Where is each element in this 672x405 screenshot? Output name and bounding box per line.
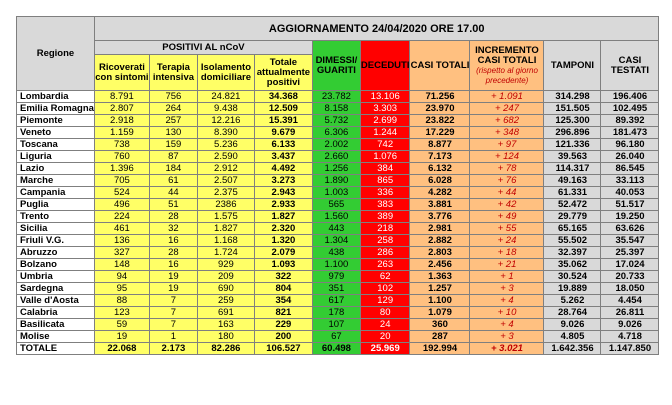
row-regione: Campania (17, 187, 95, 199)
row-incremento: + 4 (470, 295, 544, 307)
row-tamponi: 5.262 (544, 295, 601, 307)
row-isolamento: 2386 (197, 199, 254, 211)
row-dimessi: 107 (312, 319, 360, 331)
row-incremento: + 21 (470, 259, 544, 271)
row-totale: 3.273 (254, 175, 312, 187)
row-totale: 2.079 (254, 247, 312, 259)
row-terapia: 19 (149, 271, 197, 283)
row-regione: Bolzano (17, 259, 95, 271)
row-totale: 1.827 (254, 211, 312, 223)
row-deceduti: 865 (360, 175, 410, 187)
report-table (16, 16, 659, 355)
row-tamponi: 30.524 (544, 271, 601, 283)
row-totale: 354 (254, 295, 312, 307)
row-ricoverati: 95 (94, 283, 149, 295)
row-tamponi: 39.563 (544, 151, 601, 163)
row-terapia: 7 (149, 307, 197, 319)
row-testati: 19.250 (601, 211, 659, 223)
row-totale: 229 (254, 319, 312, 331)
row-dimessi: 1.003 (312, 187, 360, 199)
header-incremento-label: INCREMENTO CASI TOTALI (475, 44, 539, 66)
row-incremento: + 3 (470, 283, 544, 295)
row-terapia: 61 (149, 175, 197, 187)
row-totale: 804 (254, 283, 312, 295)
report-title: AGGIORNAMENTO 24/04/2020 ORE 17.00 (94, 17, 659, 41)
row-testati: 86.545 (601, 163, 659, 175)
row-deceduti: 258 (360, 235, 410, 247)
row-testati: 181.473 (601, 127, 659, 139)
total-ricoverati: 22.068 (94, 343, 149, 355)
table-row (17, 139, 659, 151)
row-dimessi: 6.306 (312, 127, 360, 139)
row-casi: 2.882 (410, 235, 470, 247)
row-ricoverati: 123 (94, 307, 149, 319)
row-deceduti: 62 (360, 271, 410, 283)
row-testati: 51.517 (601, 199, 659, 211)
row-isolamento: 5.236 (197, 139, 254, 151)
row-casi: 23.822 (410, 115, 470, 127)
row-testati: 102.495 (601, 103, 659, 115)
row-terapia: 1 (149, 331, 197, 343)
row-incremento: + 18 (470, 247, 544, 259)
row-ricoverati: 8.791 (94, 91, 149, 103)
total-dimessi: 60.498 (312, 343, 360, 355)
table-row (17, 211, 659, 223)
row-isolamento: 259 (197, 295, 254, 307)
row-dimessi: 2.660 (312, 151, 360, 163)
row-isolamento: 8.390 (197, 127, 254, 139)
row-regione: Sardegna (17, 283, 95, 295)
table-row (17, 175, 659, 187)
row-tamponi: 28.764 (544, 307, 601, 319)
row-tamponi: 19.889 (544, 283, 601, 295)
row-ricoverati: 1.159 (94, 127, 149, 139)
row-dimessi: 1.256 (312, 163, 360, 175)
row-regione: Liguria (17, 151, 95, 163)
row-tamponi: 32.397 (544, 247, 601, 259)
row-incremento: + 55 (470, 223, 544, 235)
row-dimessi: 443 (312, 223, 360, 235)
row-casi: 360 (410, 319, 470, 331)
row-incremento: + 24 (470, 235, 544, 247)
row-casi: 6.132 (410, 163, 470, 175)
row-regione: Toscana (17, 139, 95, 151)
row-ricoverati: 2.807 (94, 103, 149, 115)
row-terapia: 16 (149, 259, 197, 271)
row-ricoverati: 327 (94, 247, 149, 259)
table-row (17, 199, 659, 211)
row-regione: Marche (17, 175, 95, 187)
row-regione: Lombardia (17, 91, 95, 103)
row-incremento: + 124 (470, 151, 544, 163)
row-terapia: 264 (149, 103, 197, 115)
row-ricoverati: 224 (94, 211, 149, 223)
row-ricoverati: 1.396 (94, 163, 149, 175)
row-ricoverati: 705 (94, 175, 149, 187)
row-testati: 17.024 (601, 259, 659, 271)
table-row (17, 259, 659, 271)
row-regione: Piemonte (17, 115, 95, 127)
row-testati: 96.180 (601, 139, 659, 151)
row-regione: Veneto (17, 127, 95, 139)
total-incremento: + 3.021 (470, 343, 544, 355)
row-isolamento: 24.821 (197, 91, 254, 103)
table-row (17, 235, 659, 247)
row-totale: 3.437 (254, 151, 312, 163)
header-casi-testati: CASI TESTATI (601, 41, 659, 91)
row-regione: Emilia Romagna (17, 103, 95, 115)
row-dimessi: 438 (312, 247, 360, 259)
row-totale: 6.133 (254, 139, 312, 151)
row-casi: 8.877 (410, 139, 470, 151)
row-testati: 4.454 (601, 295, 659, 307)
header-terapia: Terapia intensiva (149, 55, 197, 91)
row-casi: 3.776 (410, 211, 470, 223)
row-isolamento: 2.375 (197, 187, 254, 199)
table-row (17, 247, 659, 259)
header-deceduti: DECEDUTI (360, 41, 410, 91)
row-terapia: 257 (149, 115, 197, 127)
row-casi: 287 (410, 331, 470, 343)
row-incremento: + 49 (470, 211, 544, 223)
row-dimessi: 565 (312, 199, 360, 211)
row-incremento: + 97 (470, 139, 544, 151)
row-terapia: 159 (149, 139, 197, 151)
row-regione: Basilicata (17, 319, 95, 331)
row-tamponi: 61.331 (544, 187, 601, 199)
row-dimessi: 1.890 (312, 175, 360, 187)
row-totale: 322 (254, 271, 312, 283)
table-body (17, 91, 659, 343)
row-ricoverati: 738 (94, 139, 149, 151)
row-casi: 1.363 (410, 271, 470, 283)
row-incremento: + 10 (470, 307, 544, 319)
row-tamponi: 121.336 (544, 139, 601, 151)
row-isolamento: 2.590 (197, 151, 254, 163)
row-incremento: + 44 (470, 187, 544, 199)
row-terapia: 28 (149, 211, 197, 223)
row-ricoverati: 461 (94, 223, 149, 235)
row-terapia: 87 (149, 151, 197, 163)
row-tamponi: 296.896 (544, 127, 601, 139)
total-deceduti: 25.969 (360, 343, 410, 355)
table-row (17, 115, 659, 127)
row-deceduti: 129 (360, 295, 410, 307)
row-deceduti: 1.076 (360, 151, 410, 163)
row-totale: 2.933 (254, 199, 312, 211)
row-incremento: + 1.091 (470, 91, 544, 103)
row-casi: 1.100 (410, 295, 470, 307)
row-dimessi: 2.002 (312, 139, 360, 151)
row-terapia: 28 (149, 247, 197, 259)
row-deceduti: 263 (360, 259, 410, 271)
row-tamponi: 35.062 (544, 259, 601, 271)
row-terapia: 32 (149, 223, 197, 235)
total-row (17, 343, 659, 355)
row-casi: 7.173 (410, 151, 470, 163)
row-testati: 40.053 (601, 187, 659, 199)
row-ricoverati: 136 (94, 235, 149, 247)
row-terapia: 756 (149, 91, 197, 103)
row-dimessi: 1.100 (312, 259, 360, 271)
row-deceduti: 383 (360, 199, 410, 211)
table-row (17, 271, 659, 283)
row-isolamento: 2.507 (197, 175, 254, 187)
row-totale: 15.391 (254, 115, 312, 127)
header-incremento-sub: (rispetto al giorno precedente) (476, 65, 538, 85)
header-ricoverati: Ricoverati con sintomi (94, 55, 149, 91)
row-deceduti: 102 (360, 283, 410, 295)
row-totale: 1.320 (254, 235, 312, 247)
row-isolamento: 1.168 (197, 235, 254, 247)
table-row (17, 127, 659, 139)
table-row (17, 283, 659, 295)
row-casi: 3.881 (410, 199, 470, 211)
table-row (17, 163, 659, 175)
table-row (17, 319, 659, 331)
row-ricoverati: 2.918 (94, 115, 149, 127)
row-testati: 25.397 (601, 247, 659, 259)
row-tamponi: 125.300 (544, 115, 601, 127)
header-incremento (470, 41, 544, 91)
table-row (17, 331, 659, 343)
table-row (17, 103, 659, 115)
row-terapia: 7 (149, 319, 197, 331)
row-casi: 6.028 (410, 175, 470, 187)
row-casi: 2.803 (410, 247, 470, 259)
row-testati: 18.050 (601, 283, 659, 295)
covid-report (16, 16, 659, 355)
header-totale-positivi: Totale attualmente positivi (254, 55, 312, 91)
total-label: TOTALE (17, 343, 95, 355)
row-testati: 196.406 (601, 91, 659, 103)
row-ricoverati: 524 (94, 187, 149, 199)
row-regione: Calabria (17, 307, 95, 319)
row-testati: 63.626 (601, 223, 659, 235)
row-dimessi: 23.782 (312, 91, 360, 103)
row-dimessi: 979 (312, 271, 360, 283)
row-isolamento: 163 (197, 319, 254, 331)
row-testati: 20.733 (601, 271, 659, 283)
row-ricoverati: 19 (94, 331, 149, 343)
table-row (17, 307, 659, 319)
row-incremento: + 348 (470, 127, 544, 139)
row-terapia: 51 (149, 199, 197, 211)
row-casi: 1.079 (410, 307, 470, 319)
row-tamponi: 29.779 (544, 211, 601, 223)
row-regione: Abruzzo (17, 247, 95, 259)
row-incremento: + 4 (470, 319, 544, 331)
row-totale: 821 (254, 307, 312, 319)
header-casi-totali: CASI TOTALI (410, 41, 470, 91)
row-ricoverati: 59 (94, 319, 149, 331)
row-deceduti: 384 (360, 163, 410, 175)
row-casi: 2.456 (410, 259, 470, 271)
total-terapia: 2.173 (149, 343, 197, 355)
row-casi: 71.256 (410, 91, 470, 103)
row-regione: Umbria (17, 271, 95, 283)
row-dimessi: 351 (312, 283, 360, 295)
row-dimessi: 67 (312, 331, 360, 343)
total-casi: 192.994 (410, 343, 470, 355)
row-regione: Friuli V.G. (17, 235, 95, 247)
header-isolamento: Isolamento domiciliare (197, 55, 254, 91)
table-row (17, 187, 659, 199)
row-regione: Sicilia (17, 223, 95, 235)
row-incremento: + 42 (470, 199, 544, 211)
row-deceduti: 20 (360, 331, 410, 343)
total-testati: 1.147.850 (601, 343, 659, 355)
row-casi: 4.282 (410, 187, 470, 199)
row-isolamento: 2.912 (197, 163, 254, 175)
row-testati: 33.113 (601, 175, 659, 187)
row-ricoverati: 760 (94, 151, 149, 163)
row-terapia: 130 (149, 127, 197, 139)
row-deceduti: 13.106 (360, 91, 410, 103)
row-incremento: + 247 (470, 103, 544, 115)
row-totale: 200 (254, 331, 312, 343)
row-tamponi: 114.317 (544, 163, 601, 175)
row-totale: 2.943 (254, 187, 312, 199)
header-regione: Regione (17, 17, 95, 91)
row-tamponi: 65.165 (544, 223, 601, 235)
row-incremento: + 682 (470, 115, 544, 127)
row-isolamento: 9.438 (197, 103, 254, 115)
row-regione: Puglia (17, 199, 95, 211)
header-tamponi: TAMPONI (544, 41, 601, 91)
row-deceduti: 80 (360, 307, 410, 319)
row-terapia: 44 (149, 187, 197, 199)
row-dimessi: 178 (312, 307, 360, 319)
row-totale: 2.320 (254, 223, 312, 235)
row-casi: 23.970 (410, 103, 470, 115)
table-row (17, 151, 659, 163)
table-row (17, 223, 659, 235)
row-incremento: + 78 (470, 163, 544, 175)
row-dimessi: 617 (312, 295, 360, 307)
row-regione: Molise (17, 331, 95, 343)
row-regione: Lazio (17, 163, 95, 175)
row-casi: 2.981 (410, 223, 470, 235)
row-totale: 4.492 (254, 163, 312, 175)
row-ricoverati: 496 (94, 199, 149, 211)
row-casi: 1.257 (410, 283, 470, 295)
row-totale: 12.509 (254, 103, 312, 115)
row-isolamento: 209 (197, 271, 254, 283)
row-dimessi: 1.560 (312, 211, 360, 223)
row-terapia: 16 (149, 235, 197, 247)
header-positivi-group: POSITIVI AL nCoV (94, 41, 312, 55)
row-testati: 4.718 (601, 331, 659, 343)
total-isolamento: 82.286 (197, 343, 254, 355)
total-totale: 106.527 (254, 343, 312, 355)
table-row (17, 91, 659, 103)
row-tamponi: 314.298 (544, 91, 601, 103)
row-ricoverati: 88 (94, 295, 149, 307)
row-incremento: + 3 (470, 331, 544, 343)
table-row (17, 295, 659, 307)
row-deceduti: 3.303 (360, 103, 410, 115)
row-regione: Trento (17, 211, 95, 223)
row-tamponi: 55.502 (544, 235, 601, 247)
row-totale: 1.093 (254, 259, 312, 271)
row-casi: 17.229 (410, 127, 470, 139)
row-tamponi: 49.163 (544, 175, 601, 187)
row-isolamento: 929 (197, 259, 254, 271)
row-dimessi: 1.304 (312, 235, 360, 247)
row-testati: 9.026 (601, 319, 659, 331)
row-testati: 35.547 (601, 235, 659, 247)
total-tamponi: 1.642.356 (544, 343, 601, 355)
row-deceduti: 2.699 (360, 115, 410, 127)
row-totale: 9.679 (254, 127, 312, 139)
row-testati: 89.392 (601, 115, 659, 127)
row-deceduti: 286 (360, 247, 410, 259)
row-terapia: 19 (149, 283, 197, 295)
row-deceduti: 742 (360, 139, 410, 151)
row-isolamento: 1.827 (197, 223, 254, 235)
row-tamponi: 151.505 (544, 103, 601, 115)
row-tamponi: 4.805 (544, 331, 601, 343)
row-testati: 26.040 (601, 151, 659, 163)
row-isolamento: 180 (197, 331, 254, 343)
row-deceduti: 1.244 (360, 127, 410, 139)
row-totale: 34.368 (254, 91, 312, 103)
row-deceduti: 218 (360, 223, 410, 235)
row-terapia: 184 (149, 163, 197, 175)
row-incremento: + 76 (470, 175, 544, 187)
row-incremento: + 1 (470, 271, 544, 283)
row-ricoverati: 148 (94, 259, 149, 271)
header-dimessi: DIMESSI/ GUARITI (312, 41, 360, 91)
row-isolamento: 690 (197, 283, 254, 295)
row-dimessi: 8.158 (312, 103, 360, 115)
row-testati: 26.811 (601, 307, 659, 319)
row-isolamento: 1.575 (197, 211, 254, 223)
row-deceduti: 24 (360, 319, 410, 331)
row-isolamento: 1.724 (197, 247, 254, 259)
row-isolamento: 12.216 (197, 115, 254, 127)
row-tamponi: 9.026 (544, 319, 601, 331)
row-deceduti: 336 (360, 187, 410, 199)
row-deceduti: 389 (360, 211, 410, 223)
row-tamponi: 52.472 (544, 199, 601, 211)
row-isolamento: 691 (197, 307, 254, 319)
row-ricoverati: 94 (94, 271, 149, 283)
row-dimessi: 5.732 (312, 115, 360, 127)
row-terapia: 7 (149, 295, 197, 307)
row-regione: Valle d'Aosta (17, 295, 95, 307)
